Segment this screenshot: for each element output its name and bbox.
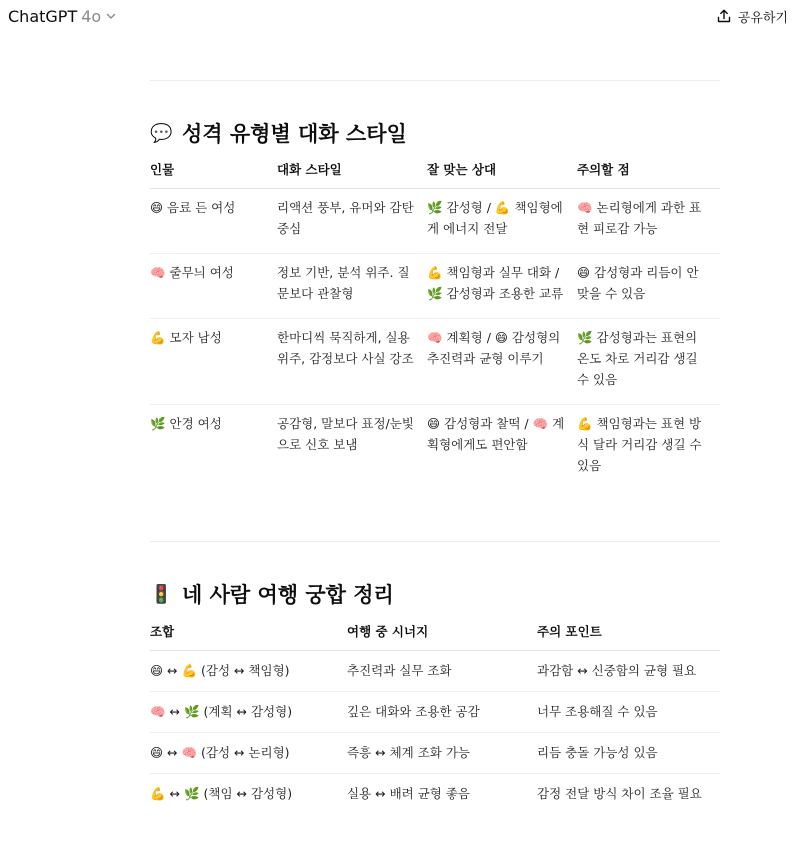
share-upload-icon (716, 8, 732, 24)
chevron-down-icon (105, 10, 117, 22)
share-button[interactable] (716, 7, 788, 26)
table-cell: 너무 조용해질 수 있음 (537, 692, 720, 733)
table-cell: 추진력과 실무 조화 (347, 651, 537, 692)
section-title-1: 성격 유형별 대화 스타일 (182, 122, 407, 146)
table-cell: 😄 ↔ 💪 (감성 ↔ 책임형) (150, 651, 347, 692)
table-row (150, 692, 720, 733)
table-row (150, 405, 720, 491)
table-cell: 정보 기반, 분석 위주. 질문보다 관찰형 (277, 254, 427, 319)
section-title-2: 네 사람 여행 궁합 정리 (182, 583, 394, 607)
column-header: 주의할 점 (577, 160, 720, 189)
table-cell: 한마디씩 묵직하게, 실용 위주, 감정보다 사실 강조 (277, 319, 427, 405)
speech-bubble-icon: 💬 (150, 122, 173, 144)
column-header: 인물 (150, 160, 277, 189)
column-header: 대화 스타일 (277, 160, 427, 189)
table-cell: 리액션 풍부, 유머와 감탄 중심 (277, 189, 427, 254)
table-header-row (150, 160, 720, 189)
table-cell: 과감함 ↔ 신중함의 균형 필요 (537, 651, 720, 692)
app-name: ChatGPT (8, 6, 78, 26)
table-cell: 🧠 ↔ 🌿 (계획 ↔ 감성형) (150, 692, 347, 733)
table-cell: 🧠 논리형에게 과한 표현 피로감 가능 (577, 189, 720, 254)
table-cell: 🌿 안경 여성 (150, 416, 222, 431)
column-header: 조합 (150, 622, 347, 651)
compatibility-table (150, 622, 720, 814)
table-cell: 💪 모자 남성 (150, 319, 277, 405)
table-row (150, 254, 720, 319)
model-picker[interactable] (8, 7, 117, 26)
section-heading-1 (150, 118, 407, 148)
table-cell: 😄 음료 든 여성 (150, 189, 277, 254)
table-cell: 💪 책임형과 실무 대화 / 🌿 감성형과 조용한 교류 (427, 254, 577, 319)
table-header-row (150, 622, 720, 651)
table-row (150, 733, 720, 774)
table-row (150, 774, 720, 815)
top-bar (0, 0, 800, 32)
table-cell: 🌿 감성형 / 💪 책임형에게 에너지 전달 (427, 189, 577, 254)
model-version: 4o (81, 6, 102, 26)
table-cell: 🌿 감성형과는 표현의 온도 차로 거리감 생길 수 있음 (577, 319, 720, 405)
section-heading-2 (150, 579, 394, 609)
table-cell: 감정 전달 방식 차이 조율 필요 (537, 786, 702, 801)
table-cell: 💪 책임형과는 표현 방식 달라 거리감 생길 수 있음 (577, 416, 702, 473)
traffic-light-icon: 🚦 (150, 583, 173, 605)
table-cell: 🧠 계획형 / 😄 감성형의 추진력과 균형 이루기 (427, 319, 577, 405)
table-row (150, 189, 720, 254)
personality-table (150, 160, 720, 490)
table-cell: 즉흥 ↔ 체계 조화 가능 (347, 733, 537, 774)
column-header: 주의 포인트 (537, 622, 720, 651)
table-row (150, 319, 720, 405)
table-cell: 공감형, 말보다 표정/눈빛으로 신호 보냄 (277, 416, 414, 452)
table-cell: 💪 ↔ 🌿 (책임 ↔ 감성형) (150, 786, 293, 801)
table-cell: 리듬 충돌 가능성 있음 (537, 733, 720, 774)
share-label: 공유하기 (737, 10, 788, 26)
table-cell: 😄 ↔ 🧠 (감성 ↔ 논리형) (150, 733, 347, 774)
table-cell: 😄 감성형과 리듬이 안 맞을 수 있음 (577, 254, 720, 319)
table-cell: 🧠 줄무늬 여성 (150, 254, 277, 319)
table-cell: 깊은 대화와 조용한 공감 (347, 692, 537, 733)
column-header: 잘 맞는 상대 (427, 160, 577, 189)
table-cell: 😄 감성형과 찰떡 / 🧠 계획형에게도 편안함 (427, 416, 565, 452)
table-row (150, 651, 720, 692)
divider (150, 80, 720, 81)
column-header: 여행 중 시너지 (347, 622, 537, 651)
table-cell: 실용 ↔ 배려 균형 좋음 (347, 786, 470, 801)
divider (150, 541, 720, 542)
